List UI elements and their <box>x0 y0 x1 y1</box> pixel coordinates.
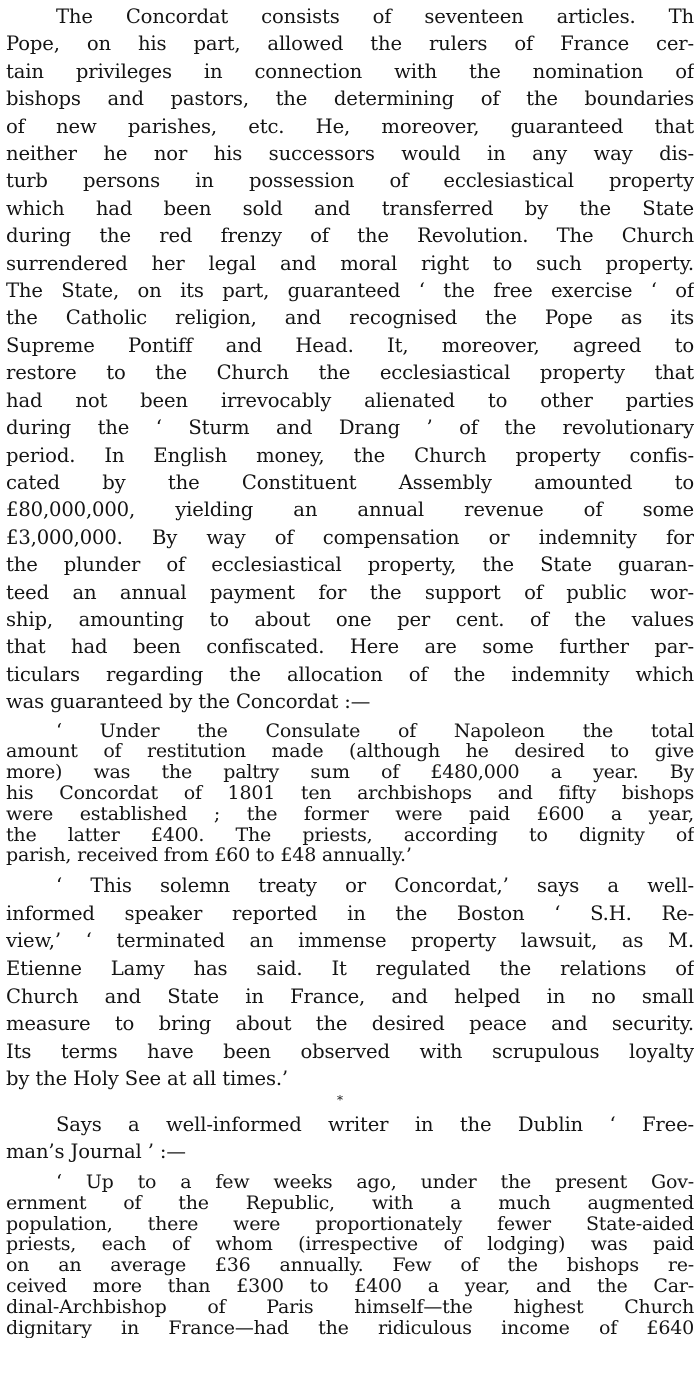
text-line: during the red frenzy of the Revolution. The Church <box>6 224 694 248</box>
text-line: The State, on its part, guaranteed ‘ the free exercise ‘ of <box>6 279 694 303</box>
text-line: dinal-Archbishop of Paris himself—the highest Church <box>6 1296 694 1318</box>
text-line: of new parishes, etc. He, moreover, guaranteed that <box>6 114 694 138</box>
text-line: was guaranteed by the Concordat :— <box>6 690 371 714</box>
text-line: The Concordat consists of seventeen articles. Th <box>56 5 694 28</box>
text-line: more) was the paltry sum of £480,000 a year. By <box>6 762 694 783</box>
text-line: Says a well-informed writer in the Dublin ‘ Free- <box>56 1112 694 1136</box>
text-line: ‘ This solemn treaty or Concordat,’ says a well- <box>56 874 694 898</box>
text-line: £3,000,000. By way of compensation or indemnity for <box>6 525 694 549</box>
text-line: neither he nor his successors would in any way dis- <box>6 142 694 166</box>
text-line: Pope, on his part, allowed the rulers of France cer- <box>6 32 694 56</box>
text-line: man’s Journal ’ :— <box>6 1140 186 1164</box>
text-line: dignitary in France—had the ridiculous income of £640 <box>6 1317 694 1339</box>
text-line: parish, received from £60 to £48 annually.’ <box>6 845 412 867</box>
text-line: Its terms have been observed with scrupulous loyalty <box>6 1039 694 1063</box>
text-line: £80,000,000, yielding an annual revenue of some <box>6 498 694 522</box>
text-line: period. In English money, the Church property confis- <box>6 443 694 467</box>
text-line: bishops and pastors, the determining of the boundaries <box>6 87 694 111</box>
text-line: measure to bring about the desired peace and security. <box>6 1012 694 1036</box>
text-line: Etienne Lamy has said. It regulated the relations of <box>6 956 694 980</box>
text-line: Supreme Pontiff and Head. It, moreover, agreed to <box>6 333 694 357</box>
text-line: cated by the Constituent Assembly amounted to <box>6 470 694 494</box>
text-line: had not been irrevocably alienated to other parties <box>6 388 694 412</box>
quote-state-aided-priests <box>6 1172 694 1338</box>
text-line: during the ‘ Sturm and Drang ’ of the revolutionary <box>6 416 694 440</box>
text-line: ticulars regarding the allocation of the indemnity which <box>6 662 694 686</box>
text-line: ‘ Under the Consulate of Napoleon the total <box>56 720 694 742</box>
text-line: ernment of the Republic, with a much augmented <box>6 1192 694 1214</box>
text-line: his Concordat of 1801 ten archbishops and fifty bishops <box>6 782 694 804</box>
text-line: the latter £400. The priests, according to dignity of <box>6 824 694 846</box>
text-line: view,’ ‘ terminated an immense property lawsuit, as M. <box>6 929 694 953</box>
text-line: that had been confiscated. Here are some further par- <box>6 635 694 659</box>
text-line: ‘ Up to a few weeks ago, under the present Gov- <box>56 1172 694 1193</box>
text-line: turb persons in possession of ecclesiastical property <box>6 169 694 193</box>
text-line: tain privileges in connection with the nomination of <box>6 59 694 83</box>
text-line: ship, amounting to about one per cent. of the values <box>6 607 694 631</box>
text-line: were established ; the former were paid £600 a year, <box>6 803 694 825</box>
text-line: the plunder of ecclesiastical property, the State guaran- <box>6 553 694 577</box>
text-line: on an average £36 annually. Few of the bishops re- <box>6 1255 694 1277</box>
text-line: Church and State in France, and helped in no small <box>6 984 694 1008</box>
paragraph-freemans-journal <box>6 1111 694 1166</box>
text-line: amount of restitution made (although he desired to give <box>6 741 694 763</box>
text-line: teed an annual payment for the support of public wor- <box>6 580 694 604</box>
text-line: the Catholic religion, and recognised the Pope as its <box>6 306 694 330</box>
text-line: by the Holy See at all times.’ <box>6 1067 289 1091</box>
paragraph-concordat-articles <box>6 0 694 716</box>
text-line: surrendered her legal and moral right to such property. <box>6 251 694 275</box>
text-line: restore to the Church the ecclesiastical property that <box>6 361 694 385</box>
text-line: ceived more than £300 to £400 a year, and the Car- <box>6 1276 694 1297</box>
text-line: priests, each of whom (irrespective of lodging) was paid <box>6 1234 694 1256</box>
newspaper-column <box>6 0 694 1338</box>
text-line: informed speaker reported in the Boston ‘ S.H. Re- <box>6 901 694 925</box>
text-line: population, there were proportionately fewer State-aided <box>6 1213 694 1235</box>
quote-napoleon-restitution <box>6 721 694 867</box>
section-separator: * <box>337 1092 343 1107</box>
paragraph-boston-review <box>6 872 694 1093</box>
text-line: which had been sold and transferred by the State <box>6 196 694 220</box>
